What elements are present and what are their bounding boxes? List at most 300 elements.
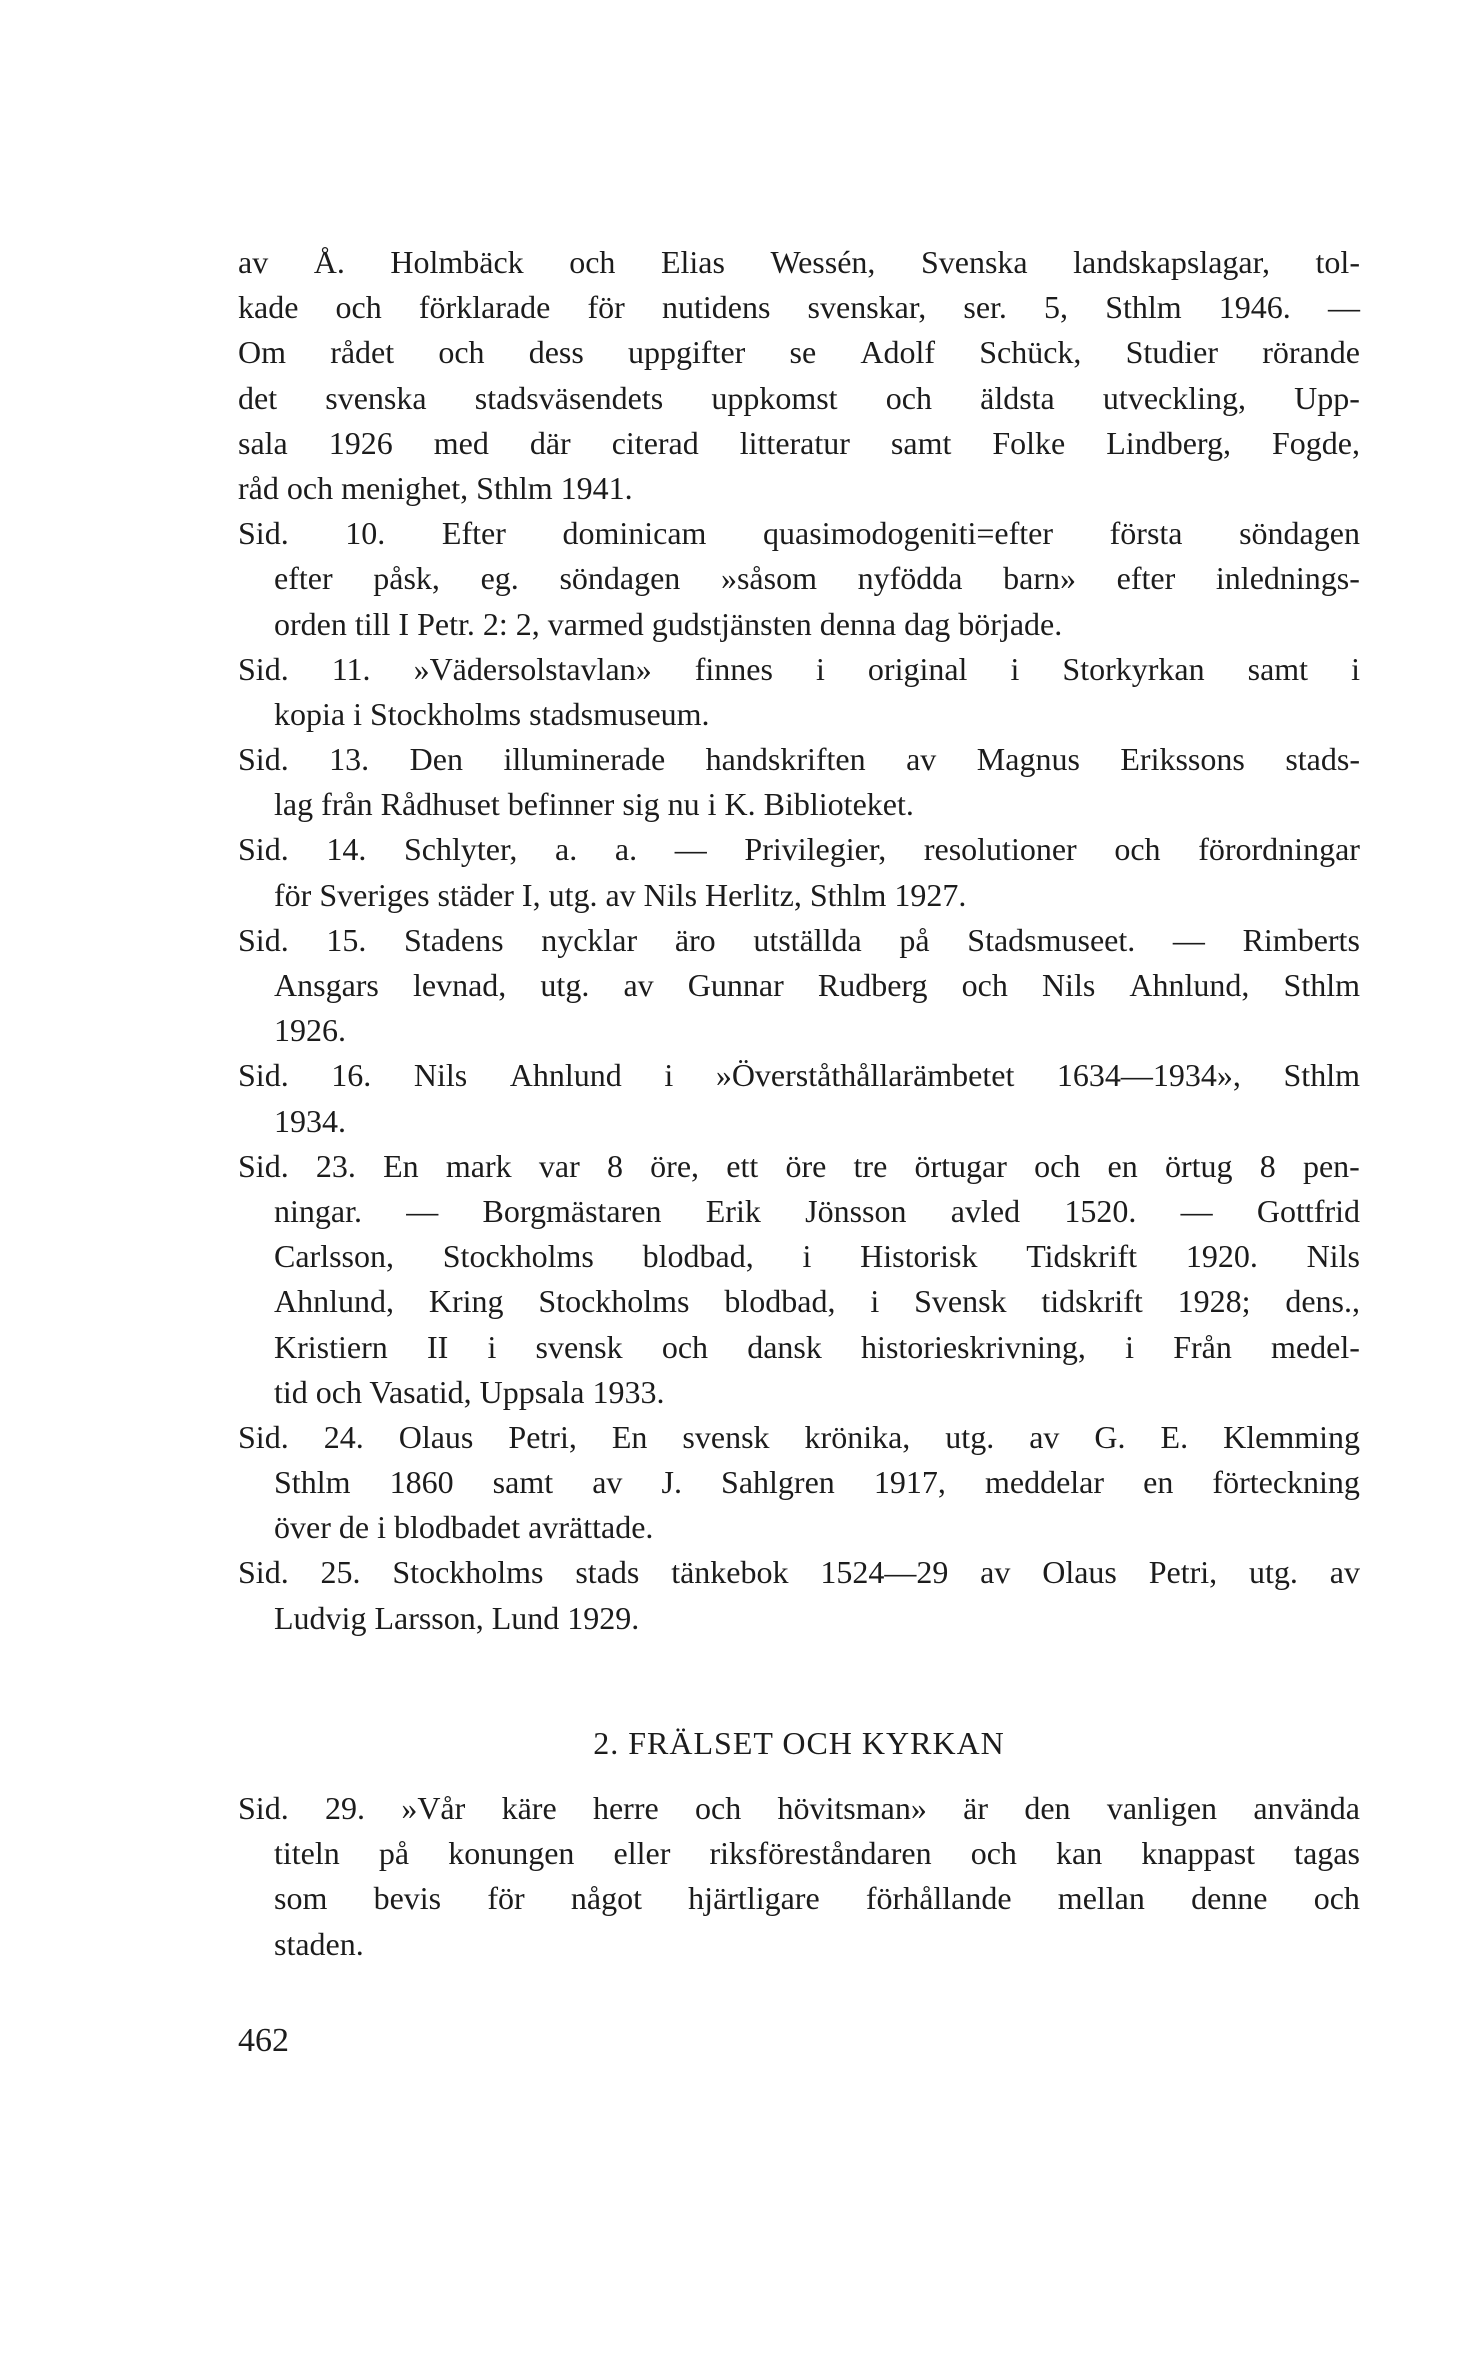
line-text [238,737,1360,782]
word: Sthlm [1283,967,1360,1003]
line-text [274,1189,1360,1234]
word: rörande [1262,334,1360,371]
word: 23. [315,1147,356,1184]
word: Den [409,741,463,778]
line-text [274,1234,1360,1279]
note-entry-line [274,782,1360,827]
word: Sahlgren [721,1464,835,1501]
word: med [433,424,489,461]
word: efter [1116,560,1176,597]
note-entry-line [274,1831,1360,1876]
word: »Vädersolstavlan» [413,650,652,687]
word: Petri, [508,1418,577,1455]
word: denne [1191,1880,1268,1917]
note-entry-line [238,737,1360,782]
word: i [815,650,825,687]
word: och [1313,1880,1360,1917]
word: 1946. [1218,289,1291,326]
word: örtugar [914,1147,1007,1184]
note-entry-line [274,1460,1360,1505]
word: söndagen [1239,515,1360,552]
line-text [274,1279,1360,1324]
word: Holmbäck [390,244,524,280]
line-text [238,1550,1360,1595]
note-entry-line [274,556,1360,601]
word: Sthlm [1105,289,1182,326]
word: krönika, [804,1418,911,1455]
word: eg. [480,560,519,597]
word: litteratur [739,424,850,461]
word: och [961,967,1008,1003]
word: tagas [1294,1835,1360,1872]
word: Studier [1125,334,1219,371]
word: och [569,244,616,280]
word: Sid. [238,831,289,868]
word: konungen [448,1835,575,1872]
word: 24. [323,1418,364,1455]
word: eller [613,1835,671,1872]
word: Nils [413,1057,468,1094]
word: handskriften [705,741,866,778]
word: svensk [682,1418,770,1455]
word: nyfödda [857,560,963,597]
page-number: 462 [238,2022,289,2059]
word: Svensk [914,1283,1007,1320]
word: förhållande [865,1880,1012,1917]
word: Upp- [1294,379,1360,416]
word: Privilegier, [744,831,887,868]
word: första [1109,515,1183,552]
word: tänkebok [671,1554,789,1591]
word: kade [238,289,299,326]
word: Nils [1306,1238,1360,1275]
word: bevis [373,1880,442,1917]
word: original [867,650,968,687]
word: G. [1094,1418,1126,1455]
word: Sid. [238,1790,289,1826]
word: förklarade [418,289,551,326]
word: av [623,967,654,1003]
word: stadsväsendets [474,379,664,416]
word: En [383,1147,419,1184]
line-text [274,1831,1360,1876]
word: för [587,289,625,326]
line-text [238,511,1360,556]
word: 11. [331,650,371,687]
line-text [274,1876,1360,1921]
word: nycklar [541,921,638,958]
word: som [274,1880,328,1917]
note-entry-line [274,1876,1360,1921]
line-text [238,1053,1360,1098]
text-line [238,330,1360,375]
word: av [238,244,269,280]
note-entry-line [274,1596,1360,1641]
word: och [885,379,932,416]
word: 1520. [1064,1192,1137,1229]
line-text: 1926. [274,1012,346,1049]
word: historieskrivning, [861,1328,1086,1365]
word: Erik [705,1192,761,1229]
word: Å. [313,244,345,280]
line-text: orden till I Petr. 2: 2, varmed gudstjänsten denna dag började. [274,605,1063,642]
note-entry-line [274,963,1360,1008]
word: av [1029,1418,1060,1455]
word: finnes [694,650,773,687]
word: 5, [1044,289,1069,326]
word: äro [674,921,716,958]
word: Borgmästaren [482,1192,662,1229]
line-text [238,1415,1360,1460]
word: Sid. [238,1147,289,1184]
word: örtug [1164,1147,1233,1184]
word: Olaus [398,1418,474,1455]
line-text: 1934. [274,1102,346,1139]
word: Sid. [238,1554,289,1591]
notes-text-top [238,240,1360,1641]
word: En [611,1418,648,1455]
word: levnad, [413,967,507,1003]
word: Magnus [976,741,1080,778]
line-text [238,827,1360,872]
word: Sid. [238,515,289,552]
word: i [1010,650,1020,687]
line-text [274,963,1360,1008]
word: Stockholms [442,1238,594,1275]
note-entry-line [274,1008,1360,1053]
note-entry-line [238,1144,1360,1189]
word: 1928; [1177,1283,1251,1320]
word: barn» [1003,560,1076,597]
word: och [661,1328,709,1365]
word: Adolf [860,334,935,371]
word: Gottfrid [1256,1192,1360,1229]
word: II [426,1328,449,1365]
word: Tidskrift [1026,1238,1138,1275]
word: av [980,1554,1011,1591]
word: var [538,1147,580,1184]
word: dansk [747,1328,822,1365]
note-entry-line [238,918,1360,963]
text-line [238,285,1360,330]
word: stads [575,1554,640,1591]
word: — [1172,921,1205,958]
word: äldsta [980,379,1055,416]
word: Erikssons [1120,741,1245,778]
word: »Vår [401,1790,466,1826]
word: 15. [326,921,367,958]
word: och [970,1835,1017,1872]
text-line [238,421,1360,466]
word: Jönsson [805,1192,907,1229]
word: i [1351,650,1360,687]
word: E. [1160,1418,1189,1455]
word: 1926 [328,424,393,461]
word: kan [1056,1835,1103,1872]
note-entry-line [238,1550,1360,1595]
word: Sid. [238,741,289,778]
word: där [529,424,571,461]
word: Kring [428,1283,504,1320]
word: Ansgars [274,967,379,1003]
text-line [238,376,1360,421]
line-text [238,647,1360,692]
word: och [695,1790,742,1826]
line-text [238,918,1360,963]
note-entry-line [274,1234,1360,1279]
word: Lindberg, [1106,424,1231,461]
word: blodbad, [724,1283,836,1320]
note-entry-line [238,1786,1360,1831]
word: Sthlm [274,1464,351,1501]
word: Stockholms [538,1283,690,1320]
line-text [238,330,1360,375]
word: Ahnlund, [274,1283,394,1320]
word: Sid. [238,650,289,687]
word: en [1143,1464,1174,1501]
word: och [438,334,485,371]
word: Rimberts [1242,921,1360,958]
line-text: för Sveriges städer I, utg. av Nils Herlitz, Sthlm 1927. [274,876,967,913]
word: Svenska [920,244,1028,280]
word: 8 [1259,1147,1276,1184]
note-entry-line [238,827,1360,872]
word: Wessén, [770,244,876,280]
word: J. [661,1464,682,1501]
word: titeln [274,1835,340,1872]
word: 8 [606,1147,623,1184]
word: Historisk [860,1238,978,1275]
line-text [238,285,1360,330]
word: Carlsson, [274,1238,394,1275]
word: illuminerade [503,741,666,778]
word: hjärtligare [688,1880,820,1917]
word: Sthlm [1283,1057,1360,1094]
word: i [664,1057,674,1094]
line-text: kopia i Stockholms stadsmuseum. [274,695,710,732]
line-text: tid och Vasatid, Uppsala 1933. [274,1373,665,1410]
word: 1524—29 [820,1554,949,1591]
word: något [570,1880,642,1917]
word: avled [950,1192,1021,1229]
word: ett [726,1147,759,1184]
word: den [1024,1790,1071,1826]
word: av [906,741,937,778]
word: — [674,831,707,868]
word: rådet [330,334,395,371]
word: — [1327,289,1360,326]
notes-text-bottom [238,1786,1360,1967]
note-entry-line [238,647,1360,692]
note-entry-line [238,511,1360,556]
word: på [899,921,930,958]
word: svensk [535,1328,623,1365]
note-entry-line [274,692,1360,737]
word: utg. [540,967,590,1003]
word: vanligen [1106,1790,1218,1826]
word: och [335,289,382,326]
word: tre [853,1147,888,1184]
section-heading: 2. FRÄLSET OCH KYRKAN [593,1725,1005,1761]
word: i [1125,1328,1134,1365]
word: Olaus [1042,1554,1117,1591]
word: 10. [345,515,386,552]
word: i [802,1238,812,1275]
word: se [789,334,817,371]
word: 1920. [1185,1238,1258,1275]
word: meddelar [984,1464,1105,1501]
word: samt [890,424,952,461]
line-text [238,1144,1360,1189]
note-entry-line [274,873,1360,918]
word: förordningar [1198,831,1360,868]
word: Sid. [238,1057,289,1094]
text-line [238,240,1360,285]
word: Stadsmuseet. [967,921,1136,958]
word: mark [445,1147,512,1184]
word: blodbad, [642,1238,754,1275]
note-entry-line [274,1189,1360,1234]
word: »såsom [720,560,817,597]
word: dens., [1285,1283,1360,1320]
word: — [406,1192,439,1229]
line-text [274,1325,1360,1370]
word: påsk, [373,560,440,597]
line-text: lag från Rådhuset befinner sig nu i K. Biblioteket. [274,786,914,823]
word: 29. [325,1790,365,1826]
word: av [1329,1554,1360,1591]
word: utg. [1249,1554,1298,1591]
word: pen- [1302,1147,1360,1184]
word: 1634—1934», [1056,1057,1241,1094]
note-entry-line [238,1053,1360,1098]
note-entry-line [274,1370,1360,1415]
word: quasimodogeniti=efter [763,515,1054,552]
word: uppkomst [711,379,838,416]
word: förteckning [1212,1464,1360,1501]
word: Rudberg [817,967,928,1003]
word: och [1034,1147,1081,1184]
note-entry-line [274,1505,1360,1550]
word: för [487,1880,525,1917]
word: landskapslagar, [1073,244,1270,280]
word: tol- [1315,244,1360,280]
line-text [238,1786,1360,1831]
note-entry-line [274,1922,1360,1967]
word: svenskar, [807,289,927,326]
line-text [238,421,1360,466]
word: »Överståthållarämbetet [715,1057,1015,1094]
text-line [238,466,1360,511]
word: ser. [963,289,1007,326]
word: riksföreståndaren [709,1835,932,1872]
word: svenska [325,379,427,416]
word: en [1107,1147,1138,1184]
line-text: staden. [274,1925,364,1962]
word: utg. [945,1418,995,1455]
word: resolutioner [923,831,1077,868]
note-entry-line [274,1099,1360,1144]
note-entry-line [274,1279,1360,1324]
word: herre [592,1790,659,1826]
line-text [274,1460,1360,1505]
word: citerad [611,424,699,461]
line-text: Ludvig Larsson, Lund 1929. [274,1599,640,1636]
word: utveckling, [1102,379,1246,416]
word: stads- [1285,741,1360,778]
word: är [963,1790,989,1826]
word: i [870,1283,880,1320]
word: Stockholms [392,1554,544,1591]
note-entry-line [238,1415,1360,1460]
word: Från [1173,1328,1232,1365]
word: knappast [1141,1835,1256,1872]
word: Schlyter, [404,831,518,868]
word: Kristiern [274,1328,388,1365]
word: använda [1253,1790,1360,1826]
word: av [592,1464,623,1501]
word: Ahnlund [509,1057,622,1094]
word: samt [492,1464,554,1501]
word: Folke [992,424,1066,461]
line-text: över de i blodbadet avrättade. [274,1509,654,1546]
line-text [274,556,1360,601]
note-entry-line [274,1325,1360,1370]
word: Fogde, [1271,424,1360,461]
word: söndagen [559,560,681,597]
word: dominicam [562,515,707,552]
word: sala [238,424,288,461]
word: Sid. [238,1418,289,1455]
word: Gunnar [687,967,784,1003]
word: Schück, [979,334,1082,371]
word: Sid. [238,921,289,958]
word: tidskrift [1041,1283,1143,1320]
word: Klemming [1223,1418,1360,1455]
word: Elias [660,244,725,280]
word: inlednings- [1215,560,1360,597]
word: Om [238,334,286,371]
word: efter [274,560,333,597]
word: hövitsman» [777,1790,927,1826]
line-text: råd och menighet, Sthlm 1941. [238,469,633,506]
word: 14. [326,831,367,868]
word: 25. [320,1554,361,1591]
word: a. [555,831,578,868]
word: öre, [650,1147,700,1184]
word: 1860 [389,1464,454,1501]
word: i [487,1328,497,1365]
word: käre [501,1790,557,1826]
line-text [238,376,1360,421]
word: medel- [1271,1328,1360,1365]
word: Stadens [404,921,504,958]
word: öre [785,1147,827,1184]
word: uppgifter [628,334,746,371]
line-text [238,240,1360,285]
word: utställda [753,921,862,958]
word: samt [1247,650,1309,687]
word: nutidens [661,289,771,326]
word: det [238,379,278,416]
word: 16. [331,1057,372,1094]
word: — [1180,1192,1213,1229]
word: dess [528,334,584,371]
word: Storkyrkan [1062,650,1205,687]
note-entry-line [274,602,1360,647]
word: Petri, [1148,1554,1218,1591]
word: 13. [329,741,370,778]
